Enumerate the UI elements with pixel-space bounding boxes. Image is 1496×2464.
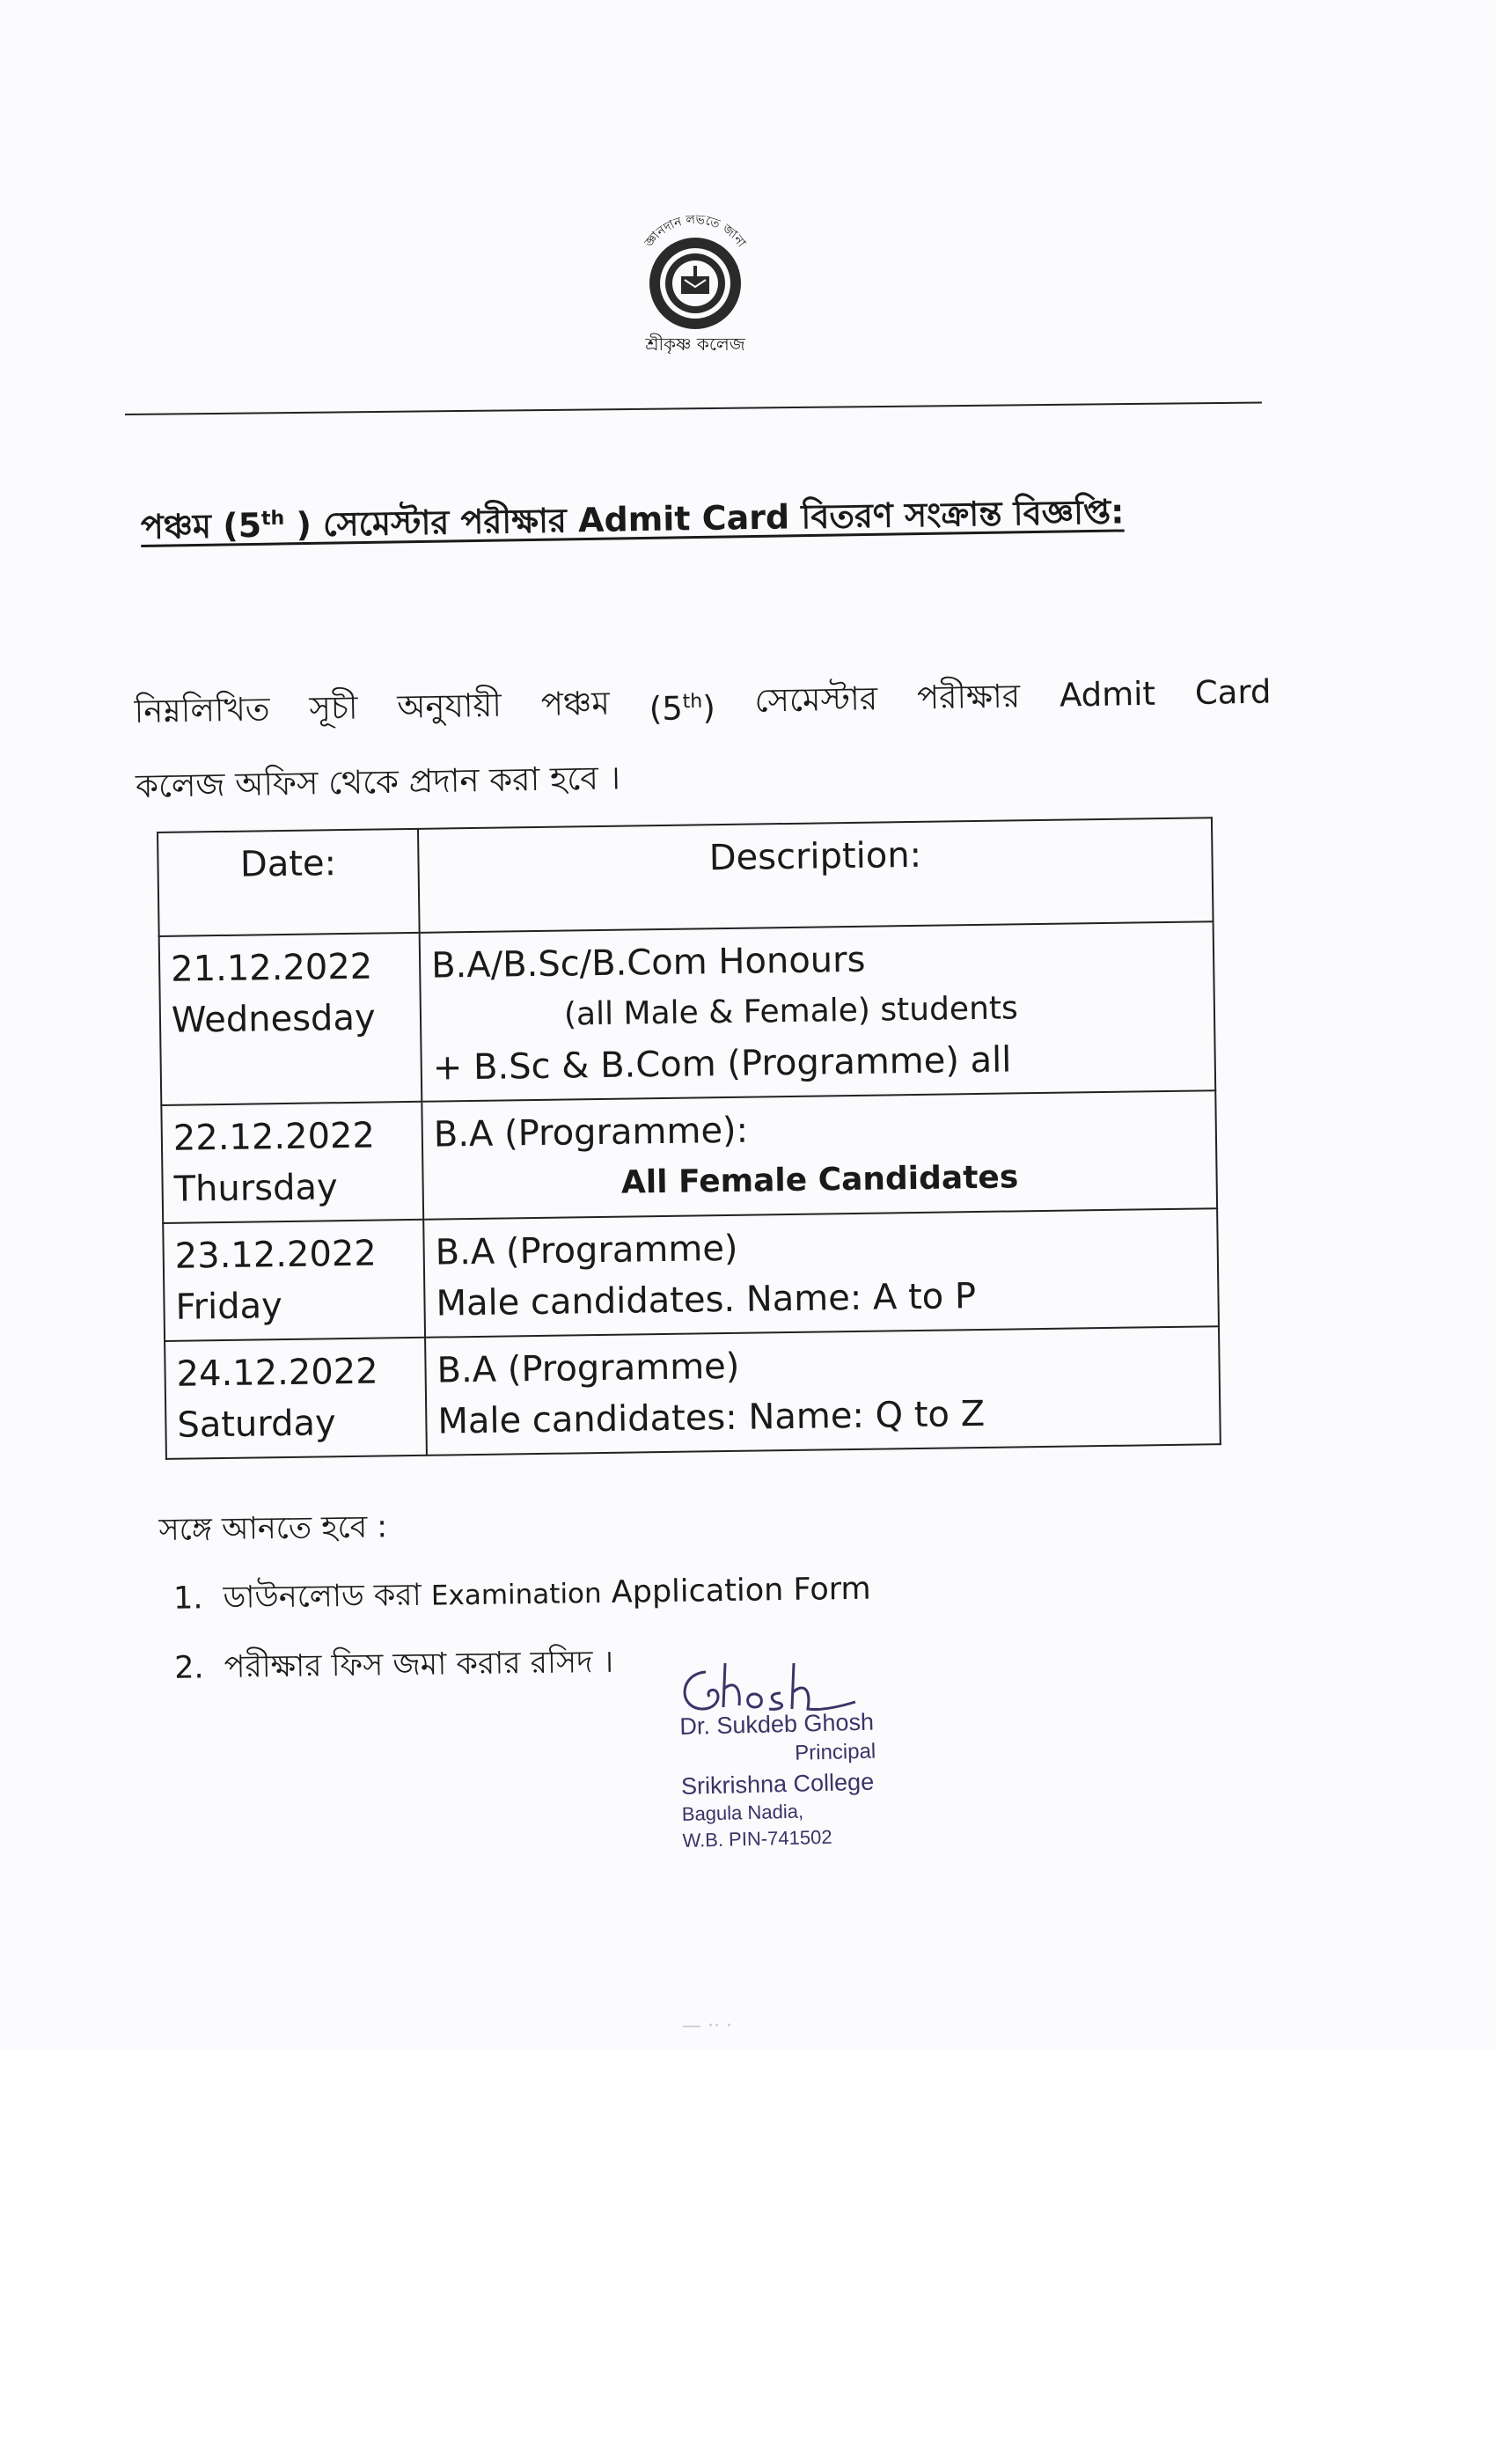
header-date: Date: xyxy=(158,829,420,936)
list-item: 1. ডাউনলোড করা Examination Application Form xyxy=(212,1555,871,1633)
row-desc-line: + B.Sc & B.Com (Programme) all xyxy=(432,1039,1012,1089)
notice-title: পঞ্চম (5th ) সেমেস্টার পরীক্ষার Admit Card বিতরণ সংক্রান্ত বিজ্ঞপ্তি: xyxy=(140,492,1125,546)
table-row xyxy=(159,921,1216,1105)
row-date-cell xyxy=(165,1338,427,1459)
row-desc-line: B.A (Programme): xyxy=(433,1110,749,1155)
row-description-cell xyxy=(422,1090,1217,1220)
table-row xyxy=(165,1326,1221,1459)
row-day: Friday xyxy=(175,1286,283,1328)
intro-paragraph xyxy=(134,657,1280,821)
table-header-row xyxy=(158,818,1214,936)
row-desc-line: (all Male & Female) students xyxy=(563,990,1018,1033)
college-emblem-logo xyxy=(616,195,774,354)
signatory-name: Dr. Sukdeb Ghosh xyxy=(679,1708,875,1740)
row-day: Wednesday xyxy=(171,997,376,1041)
header-divider xyxy=(125,401,1262,415)
signatory-college: Srikrishna College xyxy=(680,1768,875,1800)
schedule-table-wrapper xyxy=(157,817,1221,1460)
row-desc-line: B.A (Programme) xyxy=(436,1346,740,1391)
row-desc-line: Male candidates: Name: Q to Z xyxy=(437,1393,986,1442)
row-desc-line: B.A (Programme) xyxy=(435,1228,738,1273)
faint-bleed-through: — ·· · xyxy=(682,2015,732,2037)
row-description-cell xyxy=(420,921,1216,1102)
row-date-cell xyxy=(161,1102,423,1223)
row-date-cell xyxy=(159,933,422,1105)
bring-heading: সঙ্গে আনতে হবে : xyxy=(158,1509,388,1548)
signatory-address-2: W.B. PIN-741502 xyxy=(682,1825,832,1852)
row-date: 23.12.2022 xyxy=(174,1233,378,1277)
row-date: 21.12.2022 xyxy=(170,946,373,990)
schedule-table xyxy=(157,817,1221,1460)
header-description: Description: xyxy=(418,818,1214,933)
row-day: Thursday xyxy=(173,1167,338,1210)
row-description-cell xyxy=(423,1208,1219,1338)
logo-motto: জ্ঞানদান লভতে জানা xyxy=(642,212,749,251)
signatory-address-1: Bagula Nadia, xyxy=(681,1800,804,1825)
signatory-designation: Principal xyxy=(794,1739,876,1765)
table-row xyxy=(163,1208,1219,1341)
row-day: Saturday xyxy=(177,1403,336,1446)
row-desc-line: Male candidates. Name: A to P xyxy=(436,1276,977,1324)
table-row xyxy=(161,1090,1217,1223)
row-date: 22.12.2022 xyxy=(172,1115,376,1159)
logo-college-name: শ্রীকৃষ্ণ কলেজ xyxy=(645,334,745,354)
signatory-stamp xyxy=(679,1707,878,1854)
row-date: 24.12.2022 xyxy=(176,1351,378,1395)
row-description-cell xyxy=(425,1326,1221,1456)
intro-line-1: নিম্নলিখিত সূচী অনুযায়ী পঞ্চম (5th) সেমেস্টার পরীক্ষার Admit Card xyxy=(134,672,1272,730)
row-desc-line: B.A/B.Sc/B.Com Honours xyxy=(430,939,866,986)
row-desc-line: All Female Candidates xyxy=(620,1159,1019,1201)
list-item: 2. পরীক্ষার ফিস জমা করার রসিদ । xyxy=(213,1624,872,1702)
row-date-cell xyxy=(163,1220,425,1341)
intro-line-2: কলেজ অফিস থেকে প্রদান করা হবে । xyxy=(135,759,621,806)
